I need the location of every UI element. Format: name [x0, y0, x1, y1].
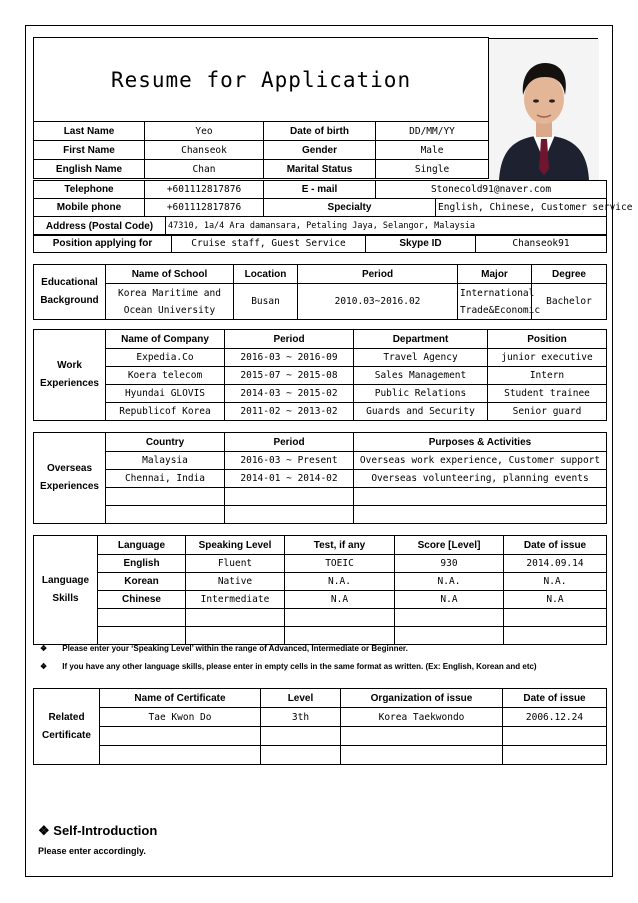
certificate-organization	[341, 727, 503, 746]
language-test: N.A	[285, 591, 395, 609]
education-major-cell	[458, 284, 541, 320]
telephone-value: +601112817876	[145, 181, 264, 199]
certificate-label-line2: Certificate	[42, 729, 91, 741]
certificate-table	[33, 688, 607, 765]
first-name-value: Chanseok	[145, 141, 264, 160]
certificate-level	[261, 727, 341, 746]
note-item	[40, 658, 537, 676]
table-row	[34, 470, 607, 488]
language-speaking	[186, 609, 285, 627]
education-header-school: Name of School	[106, 265, 234, 284]
overseas-header-purposes: Purposes & Activities	[354, 433, 607, 452]
school-line1: Korea Maritime and	[118, 287, 221, 299]
note-text: If you have any other language skills, please enter in empty cells in the same format as written. (Ex: English, Korean and etc)	[62, 662, 537, 671]
language-date	[504, 609, 607, 627]
gender-value: Male	[376, 141, 489, 160]
education-header-degree: Degree	[532, 265, 607, 284]
certificate-label-line1: Related	[48, 711, 85, 723]
certificate-section-label	[34, 689, 100, 765]
education-table	[33, 264, 607, 320]
gender-label: Gender	[264, 141, 376, 160]
table-row	[34, 488, 607, 506]
marital-status-label: Marital Status	[264, 160, 376, 179]
work-position: Intern	[488, 367, 607, 385]
work-company: Republicof Korea	[106, 403, 225, 421]
table-row	[34, 708, 607, 727]
education-period: 2010.03~2016.02	[298, 284, 458, 320]
education-section-label	[34, 265, 106, 320]
education-header-location: Location	[234, 265, 298, 284]
position-label: Position applying for	[34, 235, 172, 253]
mobile-label: Mobile phone	[34, 199, 145, 217]
table-row	[34, 573, 607, 591]
major-line2: Trade&Economic	[460, 304, 541, 316]
diamond-bullet-icon: ❖	[40, 644, 48, 653]
table-row	[34, 609, 607, 627]
person-photo-icon	[489, 39, 599, 180]
overseas-purpose: Overseas work experience, Customer support	[354, 452, 607, 470]
certificate-level: 3th	[261, 708, 341, 727]
english-name-label: English Name	[34, 160, 145, 179]
table-row	[34, 452, 607, 470]
work-period: 2016-03 ~ 2016-09	[225, 349, 354, 367]
address-label: Address (Postal Code)	[34, 217, 166, 236]
overseas-purpose	[354, 488, 607, 506]
language-speaking: Native	[186, 573, 285, 591]
education-label-line2: Background	[40, 295, 99, 306]
work-position: Student trainee	[488, 385, 607, 403]
specialty-label: Specialty	[264, 199, 436, 217]
last-name-value: Yeo	[145, 122, 264, 141]
certificate-header-organization: Organization of issue	[341, 689, 503, 708]
first-name-label: First Name	[34, 141, 145, 160]
table-row	[34, 367, 607, 385]
language-test	[285, 609, 395, 627]
work-period: 2011-02 ~ 2013-02	[225, 403, 354, 421]
language-header-language: Language	[98, 536, 186, 555]
language-test: TOEIC	[285, 555, 395, 573]
education-degree: Bachelor	[532, 284, 607, 320]
certificate-name: Tae Kwon Do	[100, 708, 261, 727]
contact-table	[33, 180, 633, 217]
overseas-country: Malaysia	[106, 452, 225, 470]
language-header-date: Date of issue	[504, 536, 607, 555]
language-header-test: Test, if any	[285, 536, 395, 555]
certificate-header-name: Name of Certificate	[100, 689, 261, 708]
language-speaking: Intermediate	[186, 591, 285, 609]
work-header-position: Position	[488, 330, 607, 349]
language-speaking: Fluent	[186, 555, 285, 573]
diamond-bullet-icon: ❖	[40, 662, 48, 671]
profile-photo	[488, 38, 598, 179]
overseas-country	[106, 506, 225, 524]
overseas-header-country: Country	[106, 433, 225, 452]
table-row	[34, 591, 607, 609]
language-date: 2014.09.14	[504, 555, 607, 573]
work-label-line1: Work	[57, 360, 82, 371]
overseas-purpose	[354, 506, 607, 524]
table-row	[34, 403, 607, 421]
work-section-label	[34, 330, 106, 421]
certificate-header-level: Level	[261, 689, 341, 708]
skype-label: Skype ID	[366, 235, 476, 253]
overseas-section-label	[34, 433, 106, 524]
certificate-date	[503, 727, 607, 746]
education-school-cell	[106, 284, 234, 320]
major-line1: International	[460, 287, 535, 299]
language-name: Chinese	[98, 591, 186, 609]
self-introduction-title: Self-Introduction	[53, 823, 158, 838]
work-department: Guards and Security	[354, 403, 488, 421]
language-label-line1: Language	[41, 575, 90, 586]
work-header-company: Name of Company	[106, 330, 225, 349]
overseas-table	[33, 432, 607, 524]
overseas-period: 2014-01 ~ 2014-02	[225, 470, 354, 488]
overseas-header-period: Period	[225, 433, 354, 452]
table-row	[34, 555, 607, 573]
certificate-date	[503, 746, 607, 765]
certificate-header-date: Date of issue	[503, 689, 607, 708]
work-label-line2: Experiences	[40, 378, 99, 389]
position-value: Cruise staff, Guest Service	[172, 235, 366, 253]
position-table	[33, 234, 607, 253]
work-header-department: Department	[354, 330, 488, 349]
certificate-organization: Korea Taekwondo	[341, 708, 503, 727]
specialty-value: English, Chinese, Customer service	[436, 199, 607, 217]
note-item	[40, 640, 537, 658]
address-table	[33, 216, 607, 236]
overseas-label-line2: Experiences	[40, 481, 99, 492]
education-label-line1: Educational	[41, 277, 98, 288]
certificate-name	[100, 746, 261, 765]
language-section-label	[34, 536, 98, 645]
address-value: 47310, 1a/4 Ara damansara, Petaling Jaya, Selangor, Malaysia	[166, 217, 607, 236]
school-line2: Ocean University	[123, 304, 216, 316]
language-header-score: Score [Level]	[395, 536, 504, 555]
language-notes	[40, 640, 537, 676]
education-header-major: Major	[458, 265, 532, 284]
work-table	[33, 329, 607, 421]
work-position: junior executive	[488, 349, 607, 367]
page-title: Resume for Application	[34, 38, 489, 122]
work-company: Expedia.Co	[106, 349, 225, 367]
certificate-name	[100, 727, 261, 746]
marital-status-value: Single	[376, 160, 489, 179]
language-score	[395, 609, 504, 627]
overseas-period	[225, 506, 354, 524]
note-text: Please enter your ‘Speaking Level’ within the range of Advanced, Intermediate or Beginner.	[62, 644, 408, 653]
email-label: E - mail	[264, 181, 376, 199]
overseas-period: 2016-03 ~ Present	[225, 452, 354, 470]
certificate-organization	[341, 746, 503, 765]
email-value: Stonecold91@naver.com	[376, 181, 607, 199]
language-date: N.A	[504, 591, 607, 609]
language-score: 930	[395, 555, 504, 573]
overseas-period	[225, 488, 354, 506]
language-score: N.A	[395, 591, 504, 609]
language-label-line2: Skills	[52, 593, 79, 604]
education-header-period: Period	[298, 265, 458, 284]
work-department: Travel Agency	[354, 349, 488, 367]
work-position: Senior guard	[488, 403, 607, 421]
table-row	[34, 385, 607, 403]
overseas-country: Chennai, India	[106, 470, 225, 488]
work-department: Sales Management	[354, 367, 488, 385]
work-company: Koera telecom	[106, 367, 225, 385]
dob-value: DD/MM/YY	[376, 122, 489, 141]
certificate-level	[261, 746, 341, 765]
language-header-speaking: Speaking Level	[186, 536, 285, 555]
table-row	[34, 746, 607, 765]
language-score: N.A.	[395, 573, 504, 591]
overseas-country	[106, 488, 225, 506]
language-name	[98, 609, 186, 627]
overseas-label-line1: Overseas	[46, 463, 93, 474]
telephone-label: Telephone	[34, 181, 145, 199]
dob-label: Date of birth	[264, 122, 376, 141]
self-introduction-heading	[38, 823, 157, 839]
certificate-date: 2006.12.24	[503, 708, 607, 727]
education-location: Busan	[234, 284, 298, 320]
personal-info-table	[33, 37, 489, 179]
mobile-value: +601112817876	[145, 199, 264, 217]
skype-value: Chanseok91	[476, 235, 607, 253]
work-period: 2014-03 ~ 2015-02	[225, 385, 354, 403]
self-introduction-text: Please enter accordingly.	[38, 846, 146, 856]
table-row	[34, 506, 607, 524]
english-name-value: Chan	[145, 160, 264, 179]
language-table	[33, 535, 607, 645]
language-name: Korean	[98, 573, 186, 591]
last-name-label: Last Name	[34, 122, 145, 141]
overseas-purpose: Overseas volunteering, planning events	[354, 470, 607, 488]
table-row	[34, 349, 607, 367]
language-test: N.A.	[285, 573, 395, 591]
language-name: English	[98, 555, 186, 573]
table-row	[34, 727, 607, 746]
diamond-bullet-icon: ❖	[38, 823, 50, 838]
work-header-period: Period	[225, 330, 354, 349]
work-company: Hyundai GLOVIS	[106, 385, 225, 403]
language-date: N.A.	[504, 573, 607, 591]
work-department: Public Relations	[354, 385, 488, 403]
work-period: 2015-07 ~ 2015-08	[225, 367, 354, 385]
